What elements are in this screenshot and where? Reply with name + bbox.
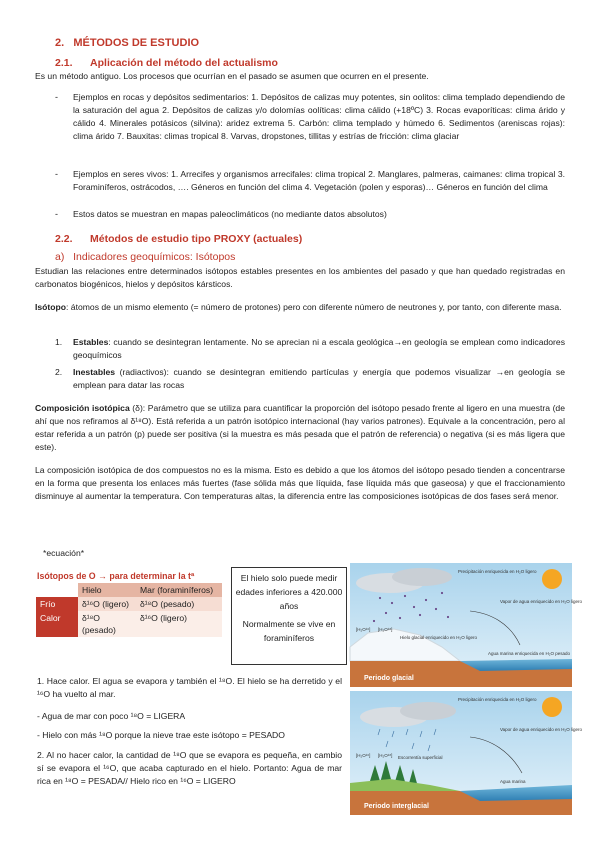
- section-title: MÉTODOS DE ESTUDIO: [73, 37, 200, 49]
- note-2: - Agua de mar con poco ¹⁸O = LIGERA: [37, 711, 186, 721]
- isotopo-definition: [35, 301, 565, 314]
- term: Estables: [73, 337, 109, 347]
- intro-paragraph: Es un método antiguo. Los procesos que ocurrían en el pasado se asumen que ocurren en el presente.: [35, 71, 429, 81]
- figure-label: [H₂O¹⁸]: [378, 753, 393, 758]
- table-cell: δ¹⁸O (pesado): [140, 599, 195, 609]
- info-text: El hielo solo puede medir edades inferiores a 420.000 años: [235, 573, 343, 611]
- sun-icon: [542, 697, 562, 717]
- isotope-table: [36, 583, 222, 637]
- figure-label: Precipitación enriquecida en H₂O ligero: [458, 697, 537, 702]
- row-label: Calor: [36, 611, 78, 637]
- subsection-number: 2.2.: [55, 233, 73, 245]
- sun-icon: [542, 569, 562, 589]
- subsection-title: Aplicación del método del actualismo: [90, 57, 278, 69]
- composicion-paragraph-2: La composición isotópica de dos compuestos no es la misma. Esto es debido a que los átomos del isótopo pesado tienden a concentrarse en la forma que presenta los enlaces más fuertes (fase sólida más que líquida, fase líquida más que gaseosa) y que el fraccionamiento disminuye al aumentar la temperatura. Con temperaturas altas, la diferencia entre las composiciones isotópicas de dos fases será menor.: [35, 465, 565, 501]
- term: Composición isotópica: [35, 403, 130, 413]
- subsection-heading-2-2: [55, 233, 302, 245]
- list-item: Ejemplos en seres vivos: 1. Arrecifes y organismos arrecifales: clima tropical 2. Manglares, palmeras, caimanes: clima tropical 3. Foraminíferos, ostrácodos, …. Géneros en función del clima 4. Vegetación (polen y esporas)… Géneros en función del clima: [73, 169, 565, 192]
- note-4: 2. Al no hacer calor, la cantidad de ¹⁸O que se evapora es pequeña, en cambio sí se evapora el ¹⁶O, que acaba capturado en el hielo. Portanto: Agua de mar rica en ¹⁸O = PESADA// Hielo rico en ¹⁶O = LIGERO: [37, 750, 342, 786]
- note-1: 1. Hace calor. El agua se evapora y también el ¹⁸O. El hielo se ha derretido y el ¹⁶O ha vuelto al mar.: [37, 676, 342, 699]
- figure-label: Precipitación enriquecida en H₂O ligero: [458, 569, 537, 574]
- subsection-heading-a: [55, 251, 235, 263]
- table-row: [36, 611, 222, 637]
- table-cell: δ¹⁶O (ligero): [82, 599, 129, 609]
- definition: (δ): Parámetro que se utiliza para cuantificar la proporción del isótopo pesado frente al ligero en una muestra (de ahí que nos refiramos al δ¹⁸O). Está referida a un patrón isotópico internacional (hay varios patrones). Equivale a la concentración, pero al estar referida a un patrón (p) puede ser positiva (si la muestra es más pesada que el patrón de referencia) o negativa (si es más ligera que este).: [35, 403, 565, 452]
- info-text: Normalmente se vive en foraminíferos: [242, 619, 336, 643]
- figure-label: Hielo glacial enriquecido en H₂O ligero: [400, 635, 478, 640]
- definition: : átomos de un mismo elemento (= número de protones) pero con diferente número de neutrones y, por tanto, con diferente masa.: [66, 302, 562, 312]
- row-label: Frío: [36, 597, 78, 611]
- ecuacion-note: *ecuación*: [43, 548, 85, 558]
- info-box: [231, 567, 347, 665]
- table-title: Isótopos de O → para determinar la tª: [37, 571, 195, 581]
- figure-label: Escorrentía superficial: [398, 755, 443, 760]
- subsection-heading-2-1: [55, 57, 278, 69]
- term: Isótopo: [35, 302, 67, 312]
- table-cell: δ¹⁶O (ligero): [140, 613, 187, 623]
- section-heading: [55, 37, 199, 49]
- subsection-title: Métodos de estudio tipo PROXY (actuales): [90, 233, 303, 245]
- glacial-period-figure: [350, 563, 582, 687]
- figure-caption: Periodo interglacial: [364, 803, 429, 810]
- table-cell: δ¹⁸O (pesado): [82, 613, 116, 635]
- figure-label: [H₂O¹⁶]: [356, 753, 371, 758]
- subsection-title: Indicadores geoquímicos: Isótopos: [73, 251, 236, 263]
- list-item: Estos datos se muestran en mapas paleoclimáticos (no mediante datos absolutos): [73, 209, 387, 219]
- bullet-dash: -: [55, 92, 58, 102]
- figure-caption: Periodo glacial: [364, 675, 414, 682]
- interglacial-period-figure: [350, 691, 582, 815]
- figure-label: Agua marina: [500, 779, 526, 784]
- figure-label: [H₂O¹⁸]: [378, 627, 393, 632]
- section-number: 2.: [55, 37, 65, 49]
- definition: : cuando se desintegran lentamente. No se aprecian ni a escala geológica→en geología se emplean como indicadores geoquímicos: [73, 337, 565, 360]
- figure-label: Vapor de agua enriquecido en H₂O ligero: [500, 599, 582, 604]
- cloud-icon: [400, 702, 456, 720]
- list-item: [73, 366, 565, 392]
- table-header: Hielo: [82, 585, 102, 595]
- subsection-number: 2.1.: [55, 57, 73, 69]
- subsection-number: a): [55, 251, 65, 263]
- figure-label: Vapor de agua enriquecido en H₂O ligero: [500, 727, 582, 732]
- isotopes-intro: Estudian las relaciones entre determinados isótopos estables presentes en los ambientes del pasado y que han quedado registradas en carbonatos biogénicos, hielos y depósitos kársticos.: [35, 266, 565, 289]
- definition: (radiactivos): cuando se desintegran emitiendo partículas y energía que podemos visualizar →en geología se emplean para datar las rocas: [73, 367, 565, 390]
- table-header: Mar (foraminíferos): [140, 585, 214, 595]
- bullet-dash: -: [55, 169, 58, 179]
- table-row: [36, 597, 222, 611]
- table-header-empty: [36, 583, 78, 597]
- list-number: 2.: [55, 367, 63, 377]
- note-3: - Hielo con más ¹⁸O porque la nieve trae este isótopo = PESADO: [37, 730, 285, 740]
- figure-label: Agua marina enriquecida en H₂O pesado: [488, 651, 571, 656]
- list-item: Ejemplos en rocas y depósitos sedimentarios: 1. Depósitos de calizas muy potentes, sin oolitos: clima templado dependiendo de la saturación del agua 2. Depósitos de calizas y/o dolomías oolíticas: clima cálido (+18ºC) 3. Rocas evaporíticas: clima árido y cálido 4. Minerales potásicos (silvina): aridez extrema 5. Carbón: clima templado y húmedo 6. Sedimentos (areniscas rojas): clima árido 7. Bauxitas: climas tropical 8. Varvas, dropstones, tillitas y estrías de fricción: clima glaciar: [73, 92, 565, 141]
- cloud-icon: [392, 568, 452, 586]
- bullet-dash: -: [55, 209, 58, 219]
- composicion-paragraph: [35, 402, 565, 454]
- list-number: 1.: [55, 337, 63, 347]
- list-item: [73, 336, 565, 362]
- term: Inestables: [73, 367, 116, 377]
- figure-label: [H₂O¹⁶]: [356, 627, 371, 632]
